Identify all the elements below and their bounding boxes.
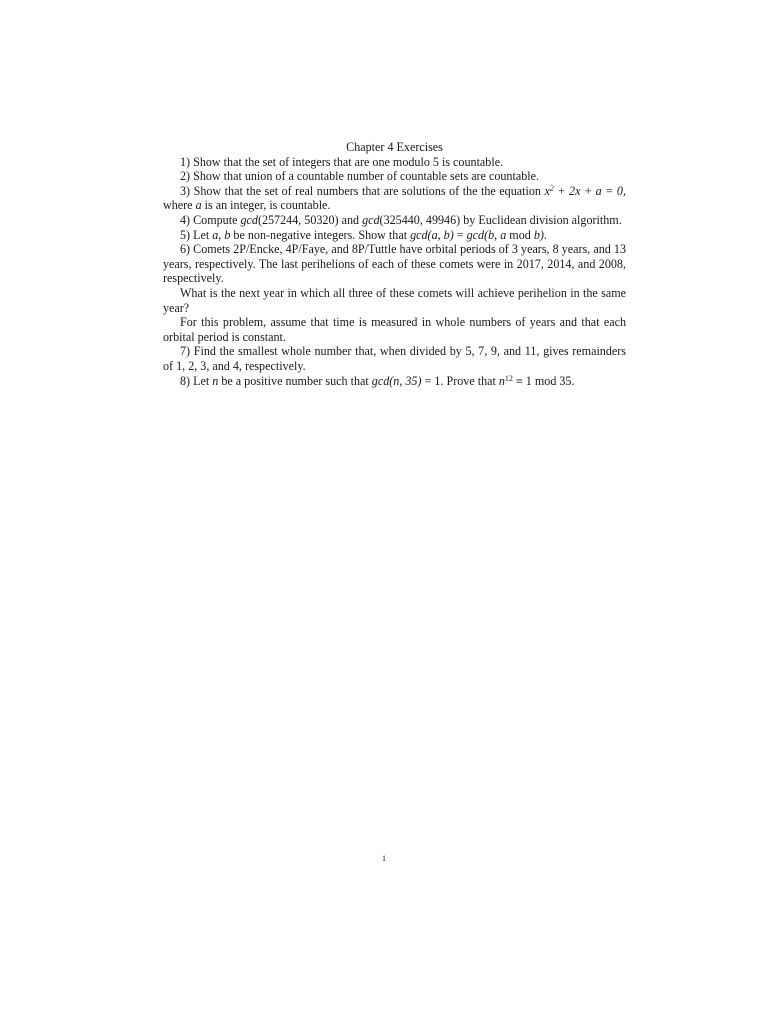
gcd-arguments: (b, a	[484, 227, 507, 242]
page-title: Chapter 4 Exercises	[346, 140, 443, 154]
math-variable: n	[212, 373, 219, 388]
gcd-function: gcd	[362, 212, 380, 227]
equation-rest: + 2x + a = 0	[553, 183, 623, 198]
exercise-3-text: 3) Show that the set of real numbers that are solutions of the the equation	[180, 183, 541, 198]
exercise-6: 6) Comets 2P/Encke, 4P/Faye, and 8P/Tuttle have orbital periods of 3 years, 8 years, and 13 years, respectively. The last perihelions of each of these comets were in 2017, 2014, and 2008, respectively.	[163, 242, 626, 286]
exercise-4-text: and	[338, 212, 363, 227]
exercise-7: 7) Find the smallest whole number that, when divided by 5, 7, 9, and 11, gives remainders of 1, 2, 3, and 4, respectively.	[163, 344, 626, 373]
exercise-3-text: is an integer, is countable.	[201, 198, 331, 213]
exercise-8-text: = 1. Prove that	[421, 373, 499, 388]
exercise-4-text: by Euclidean division algorithm.	[460, 212, 622, 227]
exercise-2: 2) Show that union of a countable number of countable sets are countable.	[180, 169, 540, 184]
exercise-5-text: 5) Let	[180, 227, 213, 242]
exercise-3	[163, 184, 626, 213]
equals-sign: =	[453, 227, 467, 242]
power-base: n	[498, 373, 505, 388]
exercise-6-assumption: For this problem, assume that time is measured in whole numbers of years and that each orbital period is constant.	[163, 315, 626, 344]
exercise-8-text: 8) Let	[180, 373, 213, 388]
gcd-arguments: (257244, 50320)	[257, 212, 339, 227]
exercise-5-text: be non-negative integers. Show that	[230, 227, 411, 242]
exercise-8	[163, 374, 626, 389]
equation-exponent: 2	[549, 183, 554, 193]
math-variable: a	[195, 198, 202, 213]
gcd-function: gcd	[371, 373, 390, 388]
gcd-function: gcd	[240, 212, 258, 227]
exercise-4	[163, 213, 626, 228]
gcd-equation	[410, 228, 544, 242]
exercise-8-text: ≡ 1 mod 35.	[512, 373, 575, 388]
mod-operator: mod	[506, 227, 534, 242]
gcd-function: gcd	[466, 227, 485, 242]
exercise-4-text: 4) Compute	[180, 212, 241, 227]
exercise-1: 1) Show that the set of integers that are one modulo 5 is countable.	[180, 154, 504, 169]
equation	[544, 184, 623, 198]
gcd-function: gcd	[410, 227, 428, 242]
math-variables: a, b	[212, 227, 231, 242]
exercise-3-text: , where	[163, 183, 627, 213]
gcd-arguments: (a, b)	[427, 227, 454, 242]
document-body	[163, 140, 626, 388]
gcd-arguments: (n, 35)	[389, 373, 422, 388]
exercise-5	[163, 228, 626, 243]
gcd-arguments: b)	[533, 227, 544, 242]
exercise-5-text: .	[543, 227, 547, 242]
page-number: 1	[381, 853, 387, 863]
equation-variable: x	[544, 183, 550, 198]
gcd-arguments: (325440, 49946)	[379, 212, 461, 227]
power-exponent: 12	[504, 373, 513, 383]
exercise-6-question: What is the next year in which all three of these comets will achieve perihelion in the same year?	[163, 285, 626, 315]
exercise-8-text: be a positive number such that	[218, 373, 372, 388]
